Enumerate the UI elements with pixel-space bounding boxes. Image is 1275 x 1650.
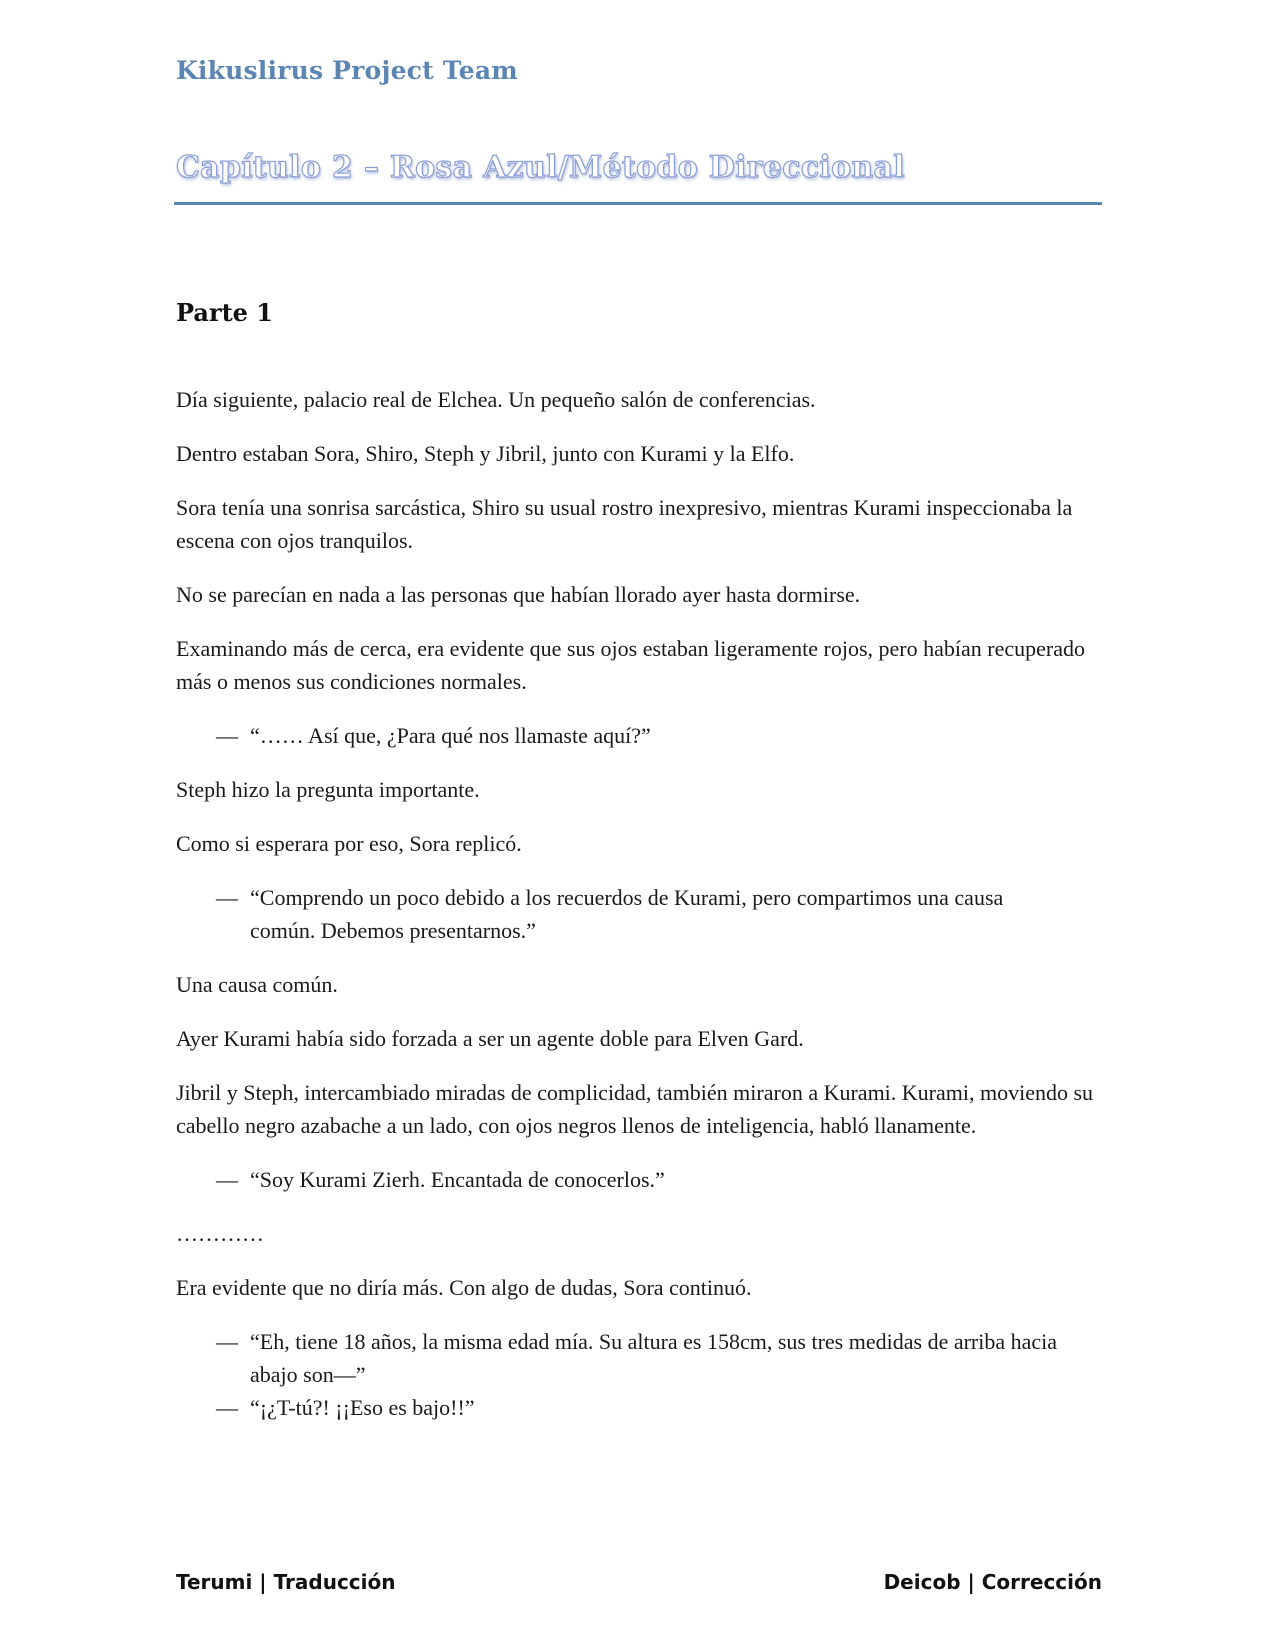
paragraph: Dentro estaban Sora, Shiro, Steph y Jibril, junto con Kurami y la Elfo. xyxy=(176,441,795,466)
dialogue-text: “…… Así que, ¿Para qué nos llamaste aquí?” xyxy=(250,723,651,748)
paragraph: Examinando más de cerca, era evidente que sus ojos estaban ligeramente rojos, pero habían recuperado más o menos sus condiciones normales. xyxy=(176,636,1085,694)
footer-translator: Terumi | Traducción xyxy=(176,1570,396,1594)
dialogue-text: “Soy Kurami Zierh. Encantada de conocerlos.” xyxy=(250,1167,665,1192)
dialogue-line xyxy=(176,881,1102,947)
dialogue-dash: — xyxy=(216,885,238,910)
paragraph: Día siguiente, palacio real de Elchea. Un pequeño salón de conferencias. xyxy=(176,387,816,412)
paragraph: Una causa común. xyxy=(176,972,338,997)
dialogue-text: “¡¿T-tú?! ¡¡Eso es bajo!!” xyxy=(250,1395,475,1420)
dialogue-dash: — xyxy=(216,723,238,748)
footer-proofreader: Deicob | Corrección xyxy=(883,1570,1102,1594)
paragraph: Era evidente que no diría más. Con algo de dudas, Sora continuó. xyxy=(176,1275,752,1300)
paragraph: Como si esperara por eso, Sora replicó. xyxy=(176,831,522,856)
title-underline xyxy=(174,202,1102,205)
dialogue-line xyxy=(176,719,1102,752)
section-heading: Parte 1 xyxy=(176,298,274,327)
paragraph: ………… xyxy=(176,1221,264,1246)
paragraph: Ayer Kurami había sido forzada a ser un agente doble para Elven Gard. xyxy=(176,1026,804,1051)
dialogue-dash: — xyxy=(216,1395,238,1420)
dialogue-dash: — xyxy=(216,1167,238,1192)
paragraph: No se parecían en nada a las personas que habían llorado ayer hasta dormirse. xyxy=(176,582,861,607)
paragraph: Jibril y Steph, intercambiado miradas de complicidad, también miraron a Kurami. Kurami, moviendo su cabello negro azabache a un lado, con ojos negros llenos de inteligencia, habló llanamente. xyxy=(176,1080,1094,1138)
paragraph: Sora tenía una sonrisa sarcástica, Shiro su usual rostro inexpresivo, mientras Kurami inspeccionaba la escena con ojos tranquilos. xyxy=(176,495,1073,553)
paragraph: Steph hizo la pregunta importante. xyxy=(176,777,480,802)
dialogue-text: “Comprendo un poco debido a los recuerdos de Kurami, pero compartimos una causa común. Debemos presentarnos.” xyxy=(250,885,1004,943)
team-header: Kikuslirus Project Team xyxy=(176,56,518,85)
dialogue-text: “Eh, tiene 18 años, la misma edad mía. Su altura es 158cm, sus tres medidas de arriba hacia abajo son—” xyxy=(250,1329,1058,1387)
chapter-title: Capítulo 2 – Rosa Azul/Método Direccional xyxy=(176,150,905,185)
dialogue-line xyxy=(176,1325,1102,1391)
dialogue-dash: — xyxy=(216,1329,238,1354)
body-text xyxy=(176,383,1102,1445)
document-page xyxy=(176,0,1102,1650)
dialogue-line xyxy=(176,1391,1102,1424)
dialogue-line xyxy=(176,1163,1102,1196)
